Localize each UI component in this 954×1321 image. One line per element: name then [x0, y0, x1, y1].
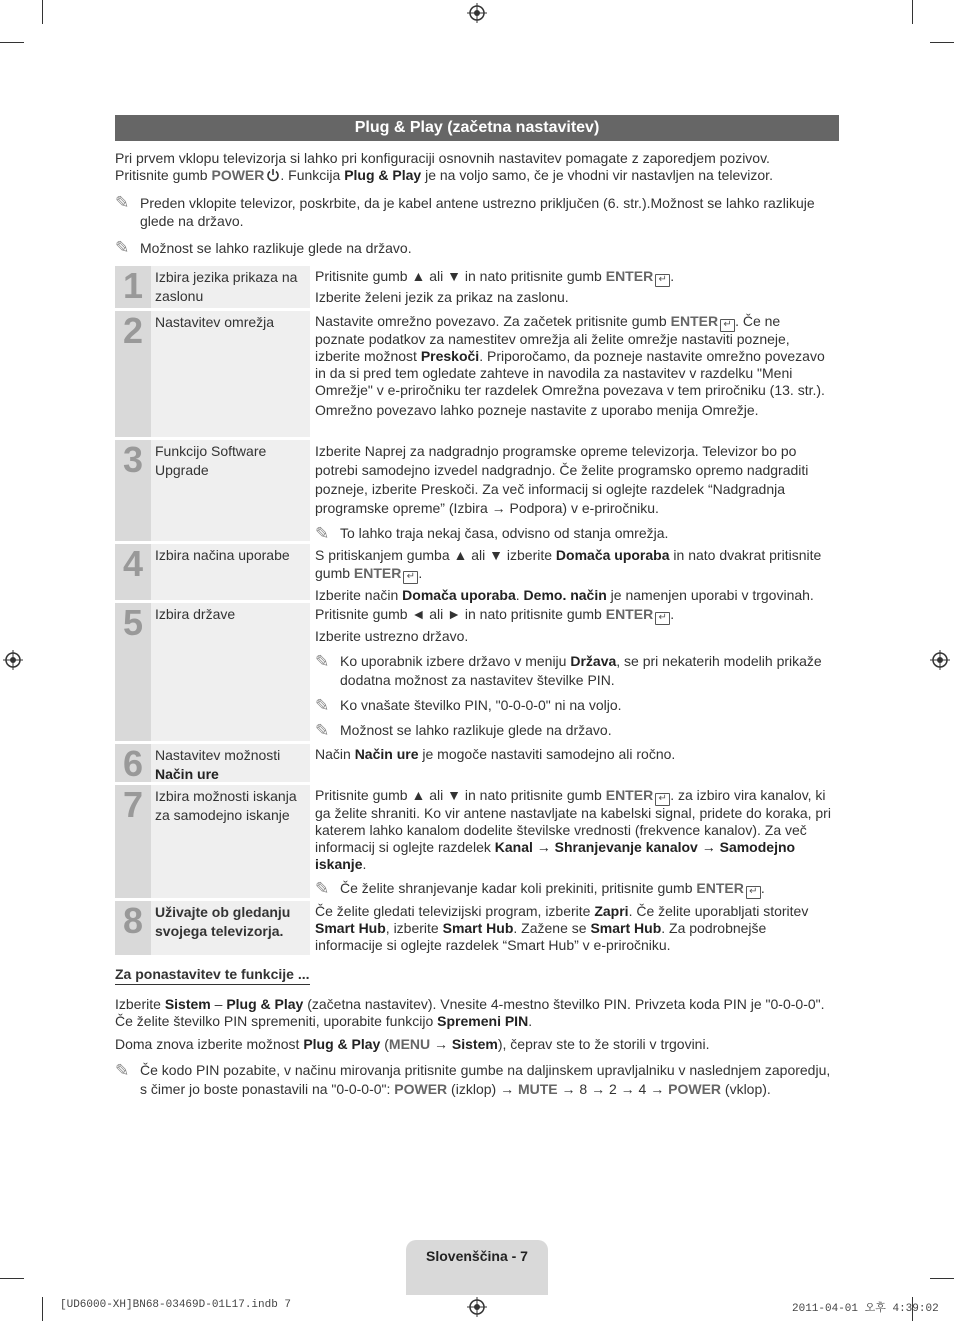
- crop-mark: [0, 42, 24, 43]
- reset-heading: Za ponastavitev te funkcije ...: [115, 966, 310, 985]
- crop-mark: [912, 0, 913, 24]
- registration-mark-icon: [467, 1297, 487, 1317]
- crop-mark: [42, 1297, 43, 1321]
- registration-mark-icon: [467, 3, 487, 23]
- step-label: Izbira jezika prikaza na zaslonu: [151, 266, 310, 308]
- step-row: [115, 543, 839, 603]
- enter-icon: ↵: [655, 793, 670, 806]
- note: ✎ Če kodo PIN pozabite, v načinu mirovanja pritisnite gumbe na daljinskem upravljalniku v naslednjem zaporedju, s čimer jo boste ponastavili na "0-0-0-0": POWER (izklop) → MUTE → 8 → 2 → 4 → POWER (vklop).: [115, 1061, 831, 1097]
- page-number-tab: Slovenščina - 7: [406, 1240, 548, 1295]
- note: ✎ Možnost se lahko razlikuje glede na državo.: [115, 238, 412, 257]
- step-description: Način Način ure je mogoče nastaviti samodejno ali ročno.: [315, 746, 676, 762]
- step-description: S pritiskanjem gumba ▲ ali ▼ izberite Domača uporaba in nato dvakrat pritisnite gumb ENTER ↵ . Izberite način Domača uporaba. Demo. način je namenjen uporabi v trgovinah.: [315, 547, 822, 603]
- step-row: [115, 311, 839, 437]
- intro-paragraph: Pri prvem vklopu televizorja si lahko pri konfiguraciji osnovnih nastavitev pomagate z zaporedjem pozivov. Pritisnite gumb POWER . Funkcija Plug & Play je na voljo samo, če je vhodni vir nastavljen na televizor.: [115, 150, 773, 183]
- step-number: 6: [115, 744, 151, 782]
- step-number: 2: [115, 311, 151, 437]
- pen-icon: ✎: [115, 193, 130, 212]
- step-label: Funkcijo Software Upgrade: [151, 440, 310, 541]
- pen-icon: ✎: [115, 238, 130, 257]
- power-icon: [266, 168, 280, 182]
- registration-mark-icon: [930, 650, 950, 670]
- crop-mark: [930, 42, 954, 43]
- enter-icon: ↵: [655, 612, 670, 625]
- pen-icon: ✎: [315, 652, 330, 671]
- crop-mark: [0, 1278, 24, 1279]
- pen-icon: ✎: [315, 524, 330, 543]
- note: ✎ Preden vklopite televizor, poskrbite, da je kabel antene ustrezno priključen (6. str.).Možnost se lahko razlikuje glede na državo.: [115, 193, 815, 229]
- step-label: Izbira možnosti iskanja za samodejno iskanje: [151, 785, 310, 898]
- pen-icon: ✎: [115, 1061, 130, 1080]
- step-label: Izbira države: [151, 603, 310, 741]
- step-description: Nastavite omrežno povezavo. Za začetek pritisnite gumb ENTER ↵ . Če ne poznate podatkov za namestitev omrežja ali želite omrežje nastaviti pozneje, izberite možnost Preskoči. Priporočamo, da pozneje nastavite omrežno povezavo in da si pred tem ogledate zahteve in navodila za nastavitev v razdelku "Meni Omrežje" v e-priročniku ter razdelek Omrežna povezava v tem priročniku (13. str.). Omrežno povezavo lahko pozneje nastavite z uporabo menija Omrežje.: [315, 313, 825, 418]
- print-timestamp: 2011-04-01 오후 4:39:02: [792, 1303, 939, 1315]
- enter-icon: ↵: [720, 319, 735, 332]
- step-row: [115, 440, 839, 541]
- step-row: [115, 603, 839, 741]
- step-number: 8: [115, 901, 151, 955]
- reset-paragraph: Doma znova izberite možnost Plug & Play (MENU → Sistem), čeprav ste to že storili v trgovini.: [115, 1036, 710, 1052]
- step-row: [115, 785, 839, 898]
- step-label: Nastavitev možnosti Način ure: [151, 744, 310, 782]
- reset-paragraph: Izberite Sistem – Plug & Play (začetna nastavitev). Vnesite 4-mestno številko PIN. Privzeta koda PIN je "0-0-0-0". Če želite številko PIN spremeniti, uporabite funkcijo Spremeni PIN.: [115, 996, 825, 1029]
- enter-icon: ↵: [655, 274, 670, 287]
- step-number: 4: [115, 544, 151, 600]
- crop-mark: [930, 1278, 954, 1279]
- steps-table: [115, 266, 839, 958]
- step-number: 7: [115, 785, 151, 898]
- step-description: Pritisnite gumb ▲ ali ▼ in nato pritisnite gumb ENTER ↵ . Izberite želeni jezik za prikaz na zaslonu.: [315, 268, 675, 305]
- step-number: 1: [115, 266, 151, 308]
- registration-mark-icon: [3, 650, 23, 670]
- print-file-info: [UD6000-XH]BN68-03469D-01L17.indb 7: [60, 1299, 292, 1311]
- pen-icon: ✎: [315, 696, 330, 715]
- step-description: Pritisnite gumb ▲ ali ▼ in nato pritisnite gumb ENTER ↵ . za izbiro vira kanalov, ki ga želite shraniti. Ko vir antene nastavljate na kabelski signal, pridete do koraka, pri katerem lahko kanalom dodelite številske vrednosti (frekvence kanalov). Za več informacij si oglejte razdelek Kanal → Shranjevanje kanalov → Samodejno iskanje. ✎ Če želite shranjevanje kadar koli prekiniti, pritisnite gumb ENTER ↵ .: [315, 787, 831, 898]
- step-description: Izberite Naprej za nadgradnjo programske opreme televizorja. Televizor bo po potrebi samodejno izvedel nadgradnjo. Če želite programsko opremo nadgraditi pozneje, izberite Preskoči. Za več informacij si oglejte razdelek “Nadgradnja programske opreme” (Izbira → Podpora) v e-priročniku. ✎ To lahko traja nekaj časa, odvisno od stanja omrežja.: [315, 443, 809, 543]
- enter-icon: ↵: [746, 886, 761, 899]
- step-label: Uživajte ob gledanju svojega televizorja.: [151, 901, 310, 955]
- step-row: [115, 266, 839, 308]
- pen-icon: ✎: [315, 879, 330, 898]
- step-number: 5: [115, 603, 151, 741]
- step-row: [115, 744, 839, 782]
- enter-icon: ↵: [403, 571, 418, 584]
- step-label: Nastavitev omrežja: [151, 311, 310, 437]
- step-number: 3: [115, 440, 151, 541]
- step-row: [115, 901, 839, 955]
- crop-mark: [42, 0, 43, 24]
- step-label: Izbira načina uporabe: [151, 544, 310, 600]
- section-title: Plug & Play (začetna nastavitev): [115, 115, 839, 141]
- pen-icon: ✎: [315, 721, 330, 740]
- step-description: Pritisnite gumb ◄ ali ► in nato pritisnite gumb ENTER ↵ . Izberite ustrezno državo. ✎ Ko uporabnik izbere državo v meniju Država, se pri nekaterih modelih prikaže dodatna možnost za nastavitev številke PIN. ✎ Ko vnašate številko PIN, "0-0-0-0" ni na voljo. ✎ Možnost se lahko razlikuje glede na državo.: [315, 606, 822, 740]
- step-description: Če želite gledati televizijski program, izberite Zapri. Če želite uporabljati storitev Smart Hub, izberite Smart Hub. Zažene se Smart Hub. Za podrobnejše informacije si oglejte razdelek “Smart Hub” v e-priročniku.: [315, 903, 809, 953]
